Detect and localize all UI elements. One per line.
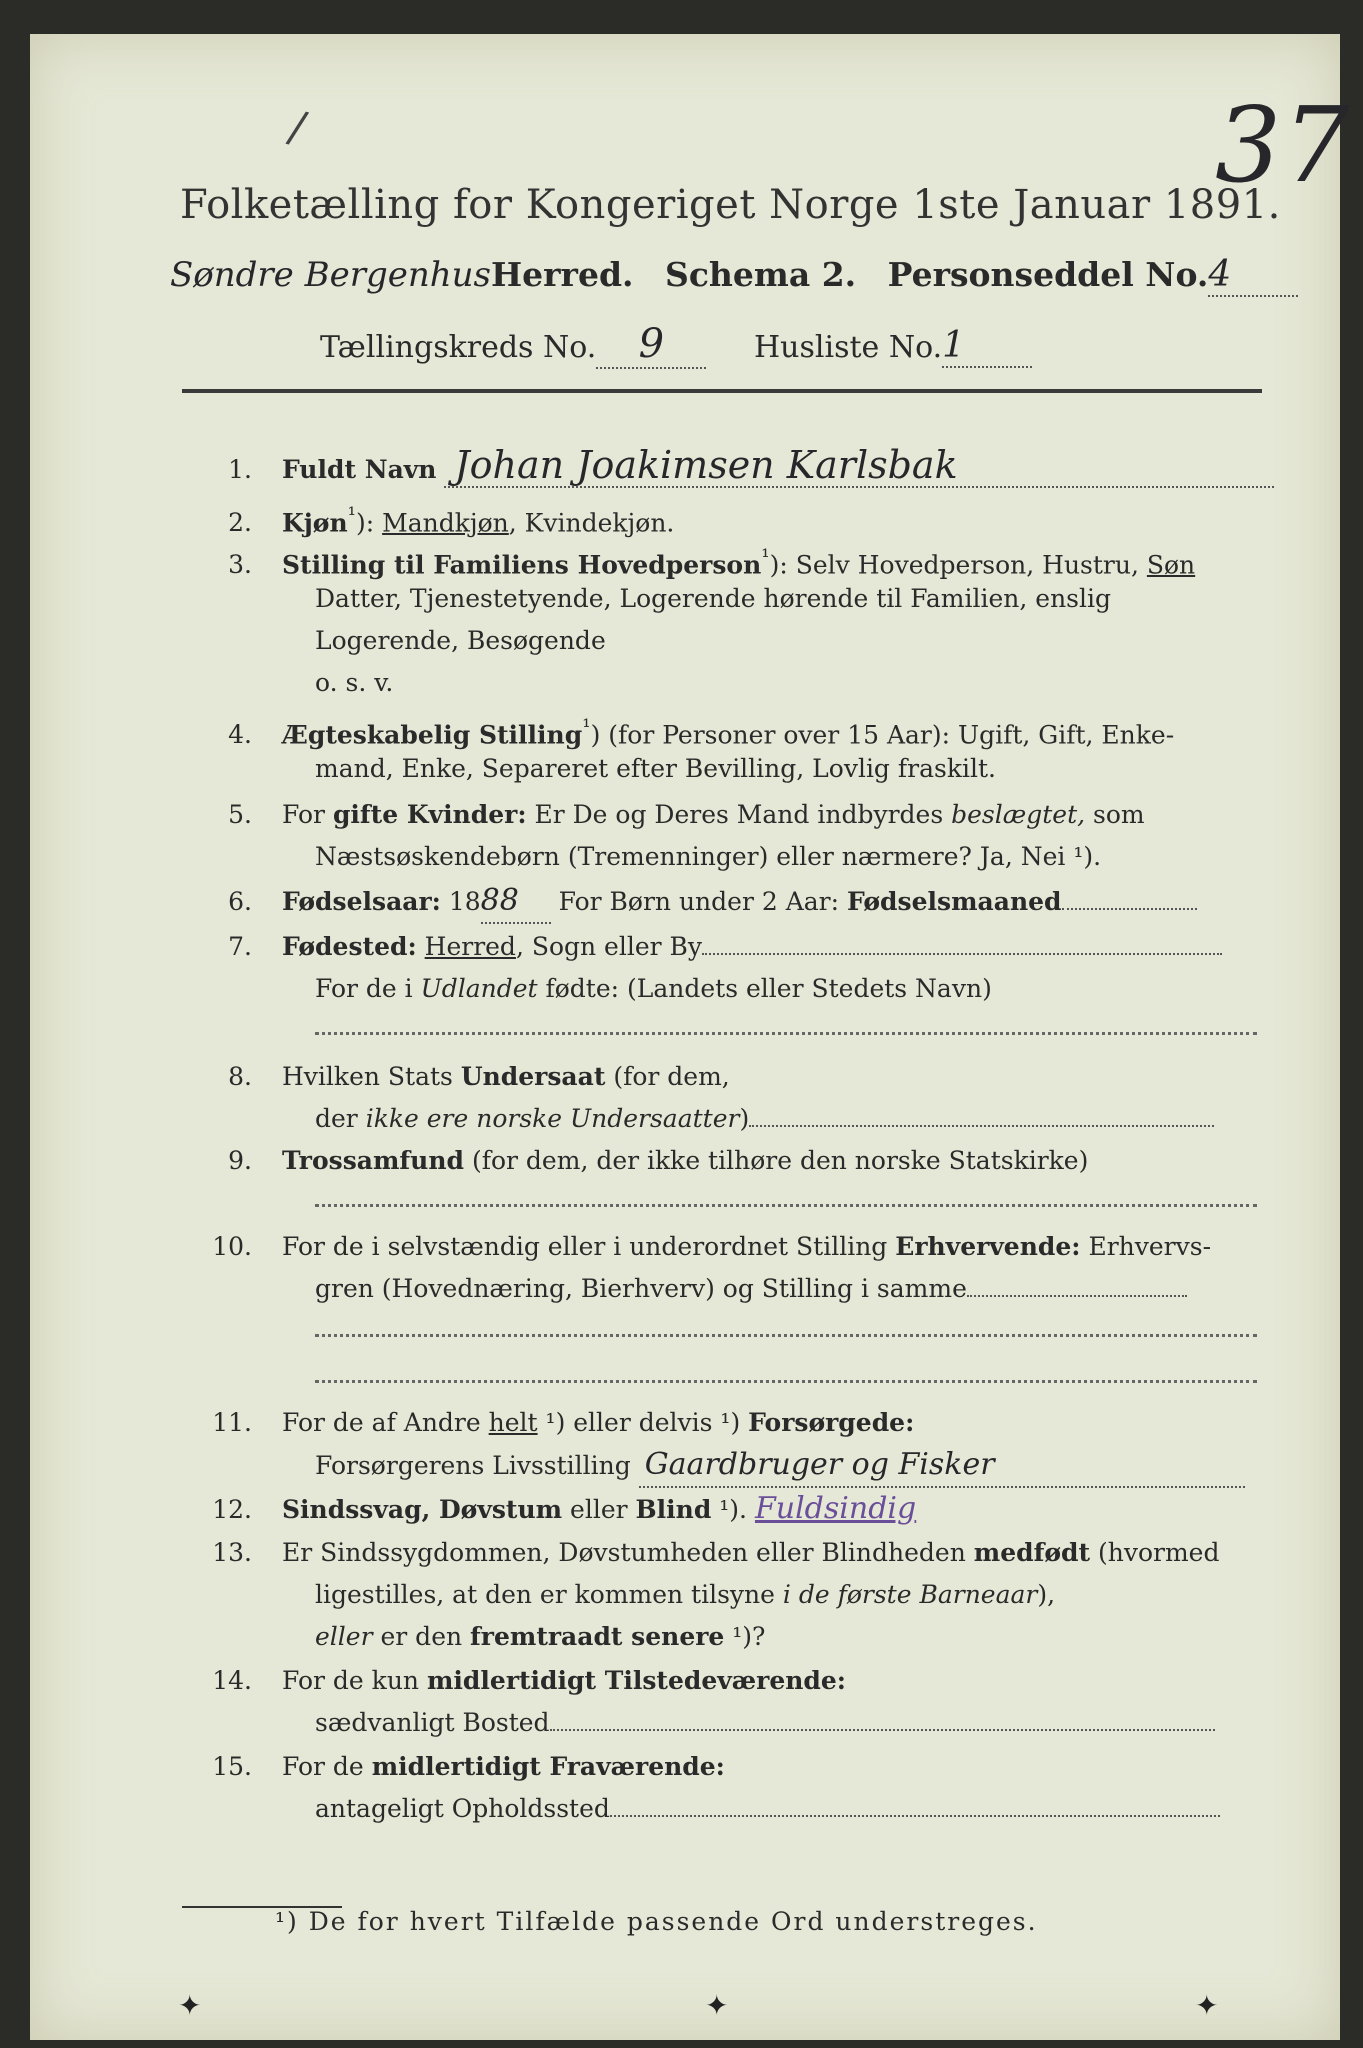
item-6-birth-year xyxy=(182,880,1197,924)
item-italic-text: ikke ere norske Undersaatter xyxy=(365,1104,740,1133)
item-label: Stilling til Familiens Hovedperson xyxy=(282,550,762,580)
item-label: Sindssvag, Døvstum xyxy=(282,1495,563,1524)
item-text: For de xyxy=(282,1752,372,1781)
item-number: 4. xyxy=(228,720,252,750)
item-text: fødte: (Landets eller Stedets Navn) xyxy=(537,974,992,1003)
item-label: Blind xyxy=(635,1495,712,1524)
option-herred-underlined: Herred xyxy=(424,932,516,961)
header-divider xyxy=(182,389,1262,393)
disability-value: Fuldsindig xyxy=(754,1491,917,1526)
item-text: er den xyxy=(372,1622,471,1651)
item-label: Fødselsaar: xyxy=(282,887,441,916)
item-text: som xyxy=(1085,800,1145,829)
item-text: ): Selv Hovedperson, Hustru, xyxy=(769,550,1147,580)
print-mark-left: ✦ xyxy=(178,1989,202,2022)
item-text: gren (Hovednæring, Bierhverv) og Stilling i samme xyxy=(315,1274,967,1303)
herred-label: Herred. xyxy=(491,255,634,294)
option-helt-underlined: helt xyxy=(488,1408,538,1437)
item-13-line-3 xyxy=(315,1616,765,1658)
option-kvindekjon: , Kvindekjøn. xyxy=(508,508,675,538)
item-text: For de i xyxy=(315,974,421,1003)
item-text: ), xyxy=(1037,1580,1056,1609)
item-text: (hvormed xyxy=(1090,1538,1220,1567)
item-5-line-2: Næstsøskendebørn (Tremenninger) eller nærmere? Ja, Nei ¹). xyxy=(315,842,1102,871)
occupation-blank xyxy=(967,1295,1187,1297)
personseddel-label: Personseddel No. xyxy=(887,255,1209,294)
item-9-blank-line xyxy=(315,1204,1257,1207)
item-7-line-2 xyxy=(315,968,992,1010)
item-12-disability xyxy=(182,1488,916,1531)
item-8-citizenship xyxy=(182,1056,730,1098)
item-number: 2. xyxy=(228,508,252,538)
item-text: eller xyxy=(562,1495,636,1524)
item-number: 5. xyxy=(228,800,252,829)
item-11-line-2 xyxy=(315,1444,1245,1488)
item-label: gifte Kvinder: xyxy=(332,800,527,829)
item-text: ): xyxy=(355,508,383,538)
husliste-label: Husliste No. xyxy=(754,330,943,365)
item-label: Fødested: xyxy=(282,932,417,961)
item-label: midlertidigt Tilstedeværende: xyxy=(426,1666,847,1695)
item-text: ¹) eller delvis ¹) xyxy=(537,1408,749,1437)
item-label: Ægteskabelig Stilling xyxy=(282,720,583,750)
probable-residence-blank xyxy=(610,1815,1220,1817)
item-label: Kjøn xyxy=(282,508,348,538)
item-7-birthplace xyxy=(182,926,1222,968)
herred-handwritten: Søndre Bergenhus xyxy=(170,255,491,295)
item-number: 8. xyxy=(228,1062,252,1091)
item-number: 15. xyxy=(212,1752,252,1781)
item-3-line-2: Datter, Tjenestetyende, Logerende hørende til Familien, enslig xyxy=(315,584,1112,613)
footnote: ¹) De for hvert Tilfælde passende Ord understreges. xyxy=(275,1907,1038,1936)
item-text: (for dem, der ikke tilhøre den norske Statskirke) xyxy=(464,1146,1089,1175)
print-mark-right: ✦ xyxy=(1195,1989,1219,2022)
item-text: ¹)? xyxy=(724,1622,766,1651)
item-13-line-2 xyxy=(315,1574,1055,1616)
item-text: ligestilles, at den er kommen tilsyne xyxy=(315,1580,783,1609)
item-10-blank-line-2 xyxy=(315,1380,1257,1383)
item-8-line-2 xyxy=(315,1098,1214,1140)
birth-year-value: 88 xyxy=(481,880,551,924)
option-son-underlined: Søn xyxy=(1146,550,1196,580)
header-line-herred xyxy=(170,254,1298,297)
personseddel-value: 4 xyxy=(1208,254,1298,297)
option-mandkjon-underlined: Mandkjøn xyxy=(382,508,509,538)
item-number: 10. xyxy=(212,1232,252,1261)
provider-occupation-value: Gaardbruger og Fisker xyxy=(639,1444,1245,1488)
item-text: ) (for Personer over 15 Aar): Ugift, Gift, Enke- xyxy=(590,720,1175,750)
item-number: 12. xyxy=(212,1495,252,1524)
footnote-marker: ¹ xyxy=(347,503,356,527)
item-text: For Børn under 2 Aar: xyxy=(558,887,847,916)
item-italic-text: Udlandet xyxy=(420,974,538,1003)
item-text: antageligt Opholdssted xyxy=(315,1794,610,1823)
item-text: For de i selvstændig eller i underordnet Stilling xyxy=(282,1232,896,1261)
pencil-tick-mark: / xyxy=(283,100,312,155)
item-text: Erhvervs- xyxy=(1080,1232,1212,1261)
item-10-occupation xyxy=(182,1226,1211,1268)
item-text: Hvilken Stats xyxy=(282,1062,461,1091)
item-label: Forsørgede: xyxy=(748,1408,915,1437)
full-name-value: Johan Joakimsen Karlsbak xyxy=(444,444,1274,488)
page-number-handwritten: 37 xyxy=(1215,84,1352,206)
item-italic-text: eller xyxy=(315,1622,373,1651)
item-10-blank-line-1 xyxy=(315,1334,1257,1337)
item-text: der xyxy=(315,1104,366,1133)
item-text: sædvanligt Bosted xyxy=(315,1708,550,1737)
item-1-full-name xyxy=(182,444,1274,491)
item-15-line-2 xyxy=(315,1788,1220,1830)
item-number: 14. xyxy=(212,1666,252,1695)
usual-residence-blank xyxy=(550,1729,1215,1731)
item-text: , Sogn eller By xyxy=(515,932,703,961)
item-italic-text: beslægtet, xyxy=(951,800,1086,829)
item-label: midlertidigt Fraværende: xyxy=(371,1752,725,1781)
print-mark-center: ✦ xyxy=(705,1989,729,2022)
item-number: 1. xyxy=(228,455,252,484)
item-14-temporary-present xyxy=(182,1660,846,1702)
item-label: Fødselsmaaned xyxy=(847,887,1062,916)
schema-label: Schema 2. xyxy=(665,255,857,294)
item-text: ¹). xyxy=(711,1495,747,1524)
item-text: (for dem, xyxy=(605,1062,730,1091)
item-number: 7. xyxy=(228,932,252,961)
taellingskreds-label: Tællingskreds No. xyxy=(320,330,597,365)
header-line-kreds xyxy=(320,321,1032,369)
footnote-marker: ¹ xyxy=(582,715,591,739)
item-text: Er Sindssygdommen, Døvstumheden eller Blindheden xyxy=(282,1538,974,1567)
item-label: Fuldt Navn xyxy=(282,455,437,484)
item-number: 3. xyxy=(228,550,252,580)
item-4-line-2: mand, Enke, Separeret efter Bevilling, Lovlig fraskilt. xyxy=(315,754,996,783)
item-label: Erhvervende: xyxy=(895,1232,1081,1261)
item-13-congenital xyxy=(182,1532,1219,1574)
item-label: fremtraadt senere xyxy=(470,1622,725,1651)
item-number: 9. xyxy=(228,1146,252,1175)
item-3-line-3: Logerende, Besøgende xyxy=(315,626,606,655)
item-text: For xyxy=(282,800,333,829)
item-5-married-women xyxy=(182,794,1145,836)
husliste-value: 1 xyxy=(942,325,1032,368)
item-text: ) xyxy=(739,1104,750,1133)
item-number: 6. xyxy=(228,887,252,916)
item-10-line-2 xyxy=(315,1268,1187,1310)
item-number: 13. xyxy=(212,1538,252,1567)
form-title: Folketælling for Kongeriget Norge 1ste Januar 1891. xyxy=(180,182,1281,228)
item-text: Er De og Deres Mand indbyrdes xyxy=(526,800,952,829)
item-14-line-2 xyxy=(315,1702,1215,1744)
item-7-blank-line xyxy=(315,1032,1257,1035)
item-3-line-4: o. s. v. xyxy=(315,668,394,697)
footnote-marker: ¹ xyxy=(761,545,770,569)
item-11-supported xyxy=(182,1402,914,1444)
year-prefix: 18 xyxy=(440,887,481,916)
item-text: For de kun xyxy=(282,1666,427,1695)
item-label: Undersaat xyxy=(460,1062,606,1091)
item-number: 11. xyxy=(212,1408,252,1437)
item-text: Forsørgerens Livsstilling xyxy=(315,1451,631,1480)
item-label: Trossamfund xyxy=(282,1146,465,1175)
taellingskreds-value: 9 xyxy=(596,321,706,369)
census-form-sheet xyxy=(30,34,1352,2040)
fodselsmaaned-blank xyxy=(1062,908,1197,910)
item-15-temporary-absent xyxy=(182,1746,725,1788)
item-text: For de af Andre xyxy=(282,1408,489,1437)
birthplace-blank xyxy=(702,953,1222,955)
item-9-religion xyxy=(182,1140,1088,1182)
citizenship-blank xyxy=(749,1125,1214,1127)
item-label: medfødt xyxy=(973,1538,1091,1567)
item-italic-text: i de første Barneaar xyxy=(782,1580,1038,1609)
